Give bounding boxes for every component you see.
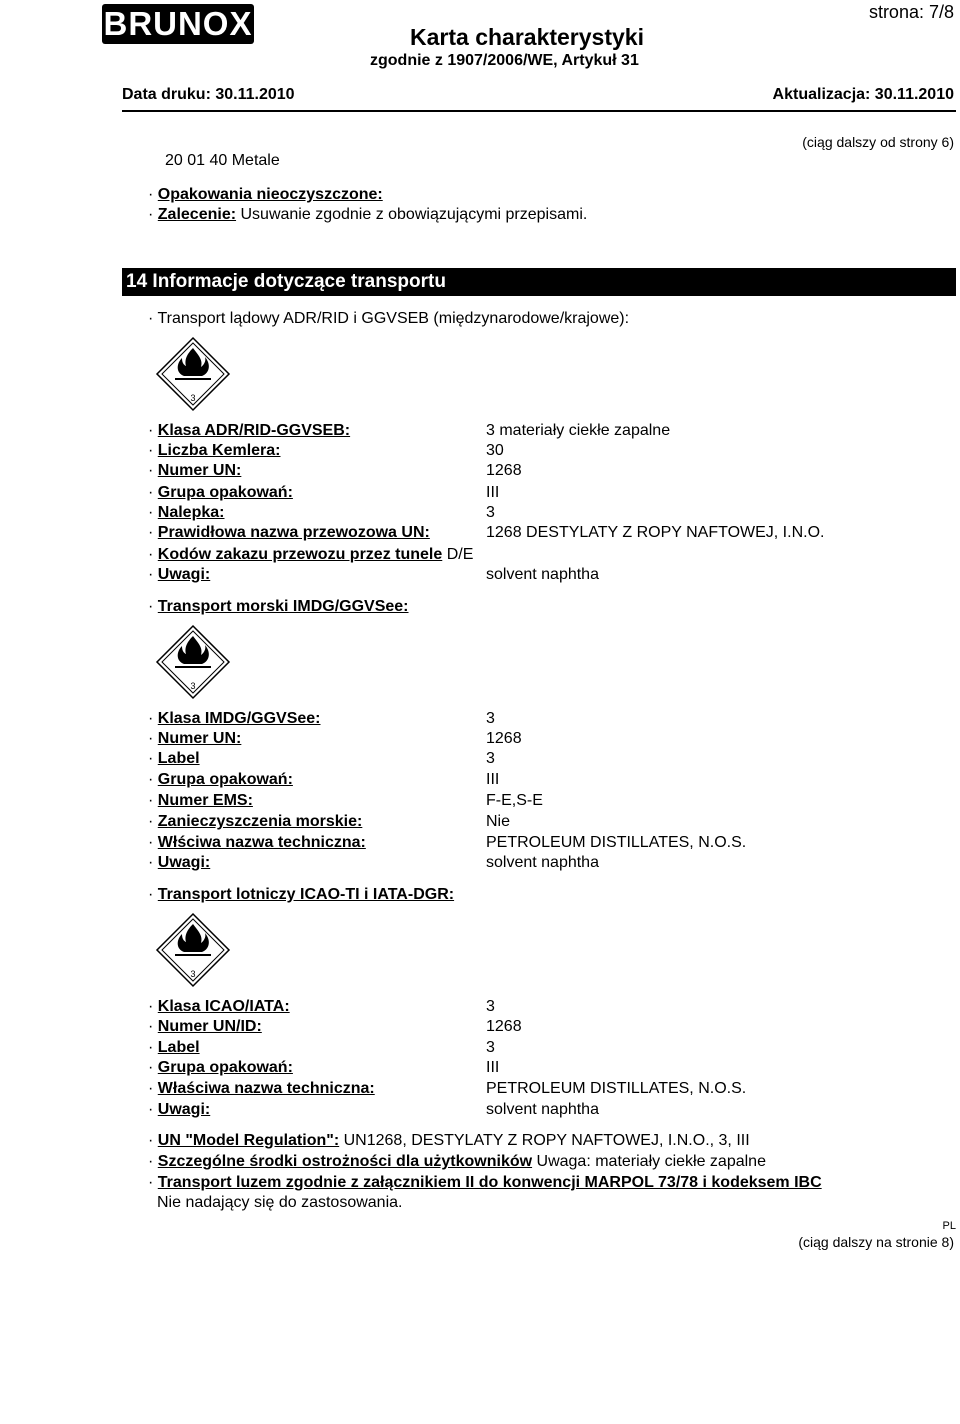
sea-transport-heading-text: Transport morski IMDG/GGVSee:	[157, 598, 409, 615]
sea-pg-row: · Grupa opakowań:	[148, 771, 293, 788]
kemler-value: 30	[486, 442, 504, 459]
tunnel-value: D/E	[442, 546, 474, 563]
sea-un-row: · Numer UN:	[148, 730, 242, 747]
air-pg-value: III	[486, 1059, 500, 1076]
sea-label-row: · Label	[148, 750, 200, 767]
land-remarks-value: solvent naphtha	[486, 566, 599, 583]
section-14-heading: 14 Informacje dotyczące transportu	[122, 268, 956, 296]
un-model-regulation-label: UN "Model Regulation":	[157, 1132, 340, 1149]
air-label-label: Label	[157, 1039, 200, 1056]
un-model-regulation-value: UN1268, DESTYLATY Z ROPY NAFTOWEJ, I.N.O., 3, III	[339, 1132, 750, 1149]
placard-class-number: 3	[190, 969, 196, 979]
land-label-label: Nalepka:	[157, 504, 225, 521]
land-class-label: Klasa ADR/RID-GGVSEB:	[157, 422, 351, 439]
special-precautions-value: Uwaga: materiały ciekłe zapalne	[532, 1153, 766, 1170]
special-precautions-label: Szczególne środki ostrożności dla użytkowników	[157, 1153, 533, 1170]
air-tech-name-value: PETROLEUM DISTILLATES, N.O.S.	[486, 1080, 747, 1097]
land-label-value: 3	[486, 504, 495, 521]
placard-class-number: 3	[190, 681, 196, 691]
sea-remarks-row: · Uwagi:	[148, 854, 211, 871]
document-subtitle: zgodnie z 1907/2006/WE, Artykuł 31	[370, 52, 639, 69]
ems-row: · Numer EMS:	[148, 792, 253, 809]
bulk-transport-row: · Transport luzem zgodnie z załącznikiem II do konwencji MARPOL 73/78 i kodeksem IBC	[148, 1174, 822, 1191]
recommendation-label: Zalecenie:	[157, 206, 237, 223]
sea-label-label: Label	[157, 750, 200, 767]
placard-class-number: 3	[190, 393, 196, 403]
packaging-uncleaned: · Opakowania nieoczyszczone:	[148, 186, 383, 203]
land-transport-heading-text: Transport lądowy ADR/RID i GGVSEB (międzynarodowe/krajowe):	[157, 310, 630, 327]
tunnel-row: · Kodów zakazu przewozu przez tunele D/E	[148, 546, 474, 563]
sea-tech-name-label: Włściwa nazwa techniczna:	[157, 834, 366, 851]
waste-code: 20 01 40 Metale	[165, 152, 280, 169]
air-transport-heading: · Transport lotniczy ICAO-TI i IATA-DGR:	[148, 886, 455, 903]
air-transport-heading-text: Transport lotniczy ICAO-TI i IATA-DGR:	[157, 886, 455, 903]
bulk-transport-value: Nie nadający się do zastosowania.	[157, 1194, 403, 1211]
air-remarks-row: · Uwagi:	[148, 1101, 211, 1118]
update-date: Aktualizacja: 30.11.2010	[772, 86, 954, 103]
flammable-liquid-placard-icon	[155, 624, 231, 700]
air-pg-row: · Grupa opakowań:	[148, 1059, 293, 1076]
land-remarks-row: · Uwagi:	[148, 566, 211, 583]
header-divider	[122, 110, 956, 112]
kemler-row: · Liczba Kemlera:	[148, 442, 281, 459]
ems-value: F-E,S-E	[486, 792, 543, 809]
bulk-transport-label: Transport luzem zgodnie z załącznikiem II do konwencji MARPOL 73/78 i kodeksem IBC	[157, 1174, 822, 1191]
air-un-row: · Numer UN/ID:	[148, 1018, 262, 1035]
continued-on: (ciąg dalszy na stronie 8)	[798, 1234, 954, 1250]
air-remarks-label: Uwagi:	[157, 1101, 211, 1118]
air-label-row: · Label	[148, 1039, 200, 1056]
land-class-value: 3 materiały ciekłe zapalne	[486, 422, 671, 439]
land-pg-row: · Grupa opakowań:	[148, 484, 293, 501]
land-label-row: · Nalepka:	[148, 504, 225, 521]
special-precautions-row: · Szczególne środki ostrożności dla użytkowników Uwaga: materiały ciekłe zapalne	[148, 1153, 766, 1170]
air-class-label: Klasa ICAO/IATA:	[157, 998, 290, 1015]
land-psn-value: 1268 DESTYLATY Z ROPY NAFTOWEJ, I.N.O.	[486, 524, 825, 541]
flammable-liquid-placard-icon	[155, 912, 231, 988]
sea-pg-label: Grupa opakowań:	[157, 771, 293, 788]
air-tech-name-label: Właściwa nazwa techniczna:	[157, 1080, 375, 1097]
air-tech-name-row: · Właściwa nazwa techniczna:	[148, 1080, 375, 1097]
sea-tech-name-value: PETROLEUM DISTILLATES, N.O.S.	[486, 834, 747, 851]
sea-label-value: 3	[486, 750, 495, 767]
air-label-value: 3	[486, 1039, 495, 1056]
air-remarks-value: solvent naphtha	[486, 1101, 599, 1118]
language-code: PL	[942, 1220, 956, 1232]
land-pg-label: Grupa opakowań:	[157, 484, 293, 501]
kemler-label: Liczba Kemlera:	[157, 442, 281, 459]
land-un-label: Numer UN:	[157, 462, 242, 479]
land-remarks-label: Uwagi:	[157, 566, 211, 583]
land-psn-row: · Prawidłowa nazwa przewozowa UN:	[148, 524, 430, 541]
tunnel-label: Kodów zakazu przewozu przez tunele	[157, 546, 443, 563]
air-class-value: 3	[486, 998, 495, 1015]
sea-class-label: Klasa IMDG/GGVSee:	[157, 710, 321, 727]
un-model-regulation-row: · UN "Model Regulation": UN1268, DESTYLATY Z ROPY NAFTOWEJ, I.N.O., 3, III	[148, 1132, 750, 1149]
air-un-value: 1268	[486, 1018, 522, 1035]
marine-pollutant-row: · Zanieczyszczenia morskie:	[148, 813, 363, 830]
print-date: Data druku: 30.11.2010	[122, 86, 295, 103]
sea-tech-name-row: · Włściwa nazwa techniczna:	[148, 834, 366, 851]
land-class-row: · Klasa ADR/RID-GGVSEB:	[148, 422, 351, 439]
sea-remarks-label: Uwagi:	[157, 854, 211, 871]
air-class-row: · Klasa ICAO/IATA:	[148, 998, 290, 1015]
land-un-row: · Numer UN:	[148, 462, 242, 479]
packaging-recommendation: · Zalecenie: Usuwanie zgodnie z obowiązującymi przepisami.	[148, 206, 588, 223]
brunox-logo: BRUNOX	[103, 5, 253, 42]
document-title: Karta charakterystyki	[410, 24, 644, 50]
land-un-value: 1268	[486, 462, 522, 479]
sea-un-value: 1268	[486, 730, 522, 747]
page-number: strona: 7/8	[868, 2, 954, 22]
ems-label: Numer EMS:	[157, 792, 253, 809]
land-transport-heading: · Transport lądowy ADR/RID i GGVSEB (międzynarodowe/krajowe):	[148, 310, 630, 327]
marine-pollutant-label: Zanieczyszczenia morskie:	[157, 813, 363, 830]
sea-pg-value: III	[486, 771, 500, 788]
air-un-label: Numer UN/ID:	[157, 1018, 262, 1035]
sea-remarks-value: solvent naphtha	[486, 854, 599, 871]
recommendation-value: Usuwanie zgodnie z obowiązującymi przepisami.	[236, 206, 588, 223]
air-pg-label: Grupa opakowań:	[157, 1059, 293, 1076]
sea-class-value: 3	[486, 710, 495, 727]
sea-class-row: · Klasa IMDG/GGVSee:	[148, 710, 321, 727]
continued-from: (ciąg dalszy od strony 6)	[802, 134, 954, 150]
flammable-liquid-placard-icon	[155, 336, 231, 412]
sea-transport-heading: · Transport morski IMDG/GGVSee:	[148, 598, 409, 615]
marine-pollutant-value: Nie	[486, 813, 511, 830]
land-psn-label: Prawidłowa nazwa przewozowa UN:	[157, 524, 430, 541]
land-pg-value: III	[486, 484, 500, 501]
packaging-uncleaned-label: Opakowania nieoczyszczone:	[157, 186, 383, 203]
sea-un-label: Numer UN:	[157, 730, 242, 747]
